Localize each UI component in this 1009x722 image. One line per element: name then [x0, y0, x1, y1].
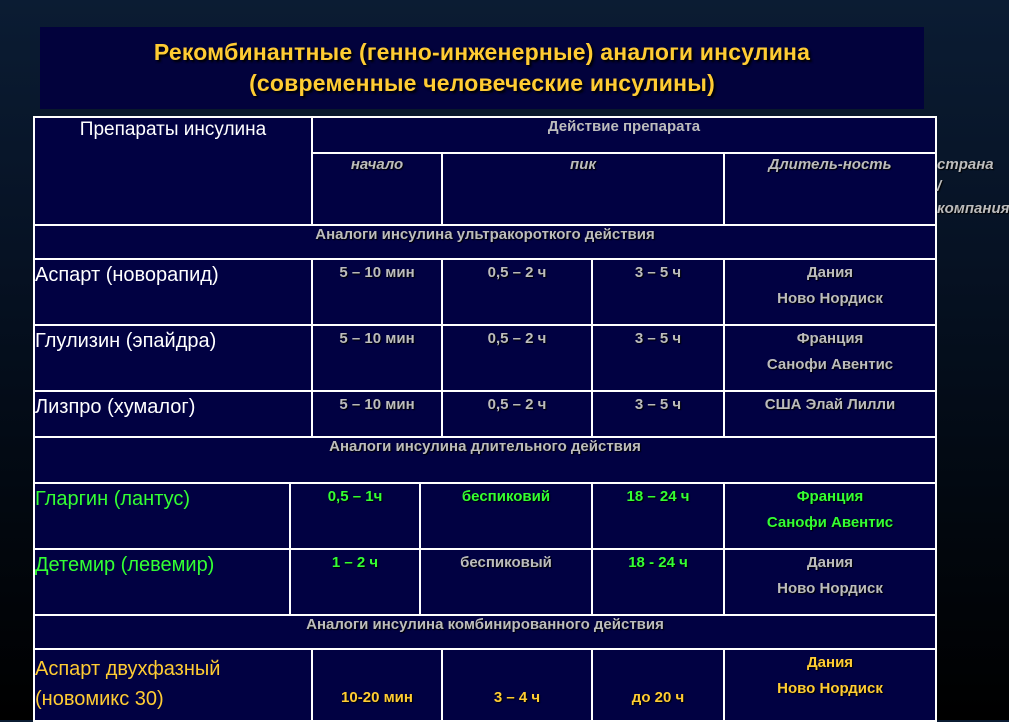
- company: Санофи Авентис: [766, 514, 894, 531]
- company: Санофи Авентис: [766, 356, 894, 373]
- drug-name: Детемир (левемир): [34, 549, 290, 615]
- table-row: [34, 391, 936, 437]
- country-company: [724, 483, 936, 549]
- country: Франция: [796, 488, 864, 505]
- slide-title: [40, 27, 924, 109]
- table-row: [34, 325, 936, 391]
- peak-value: 0,5 – 2 ч: [442, 259, 592, 325]
- section-combined-title: Аналоги инсулина комбинированного действия: [34, 615, 936, 649]
- section-row: [34, 437, 936, 483]
- section-long-title: Аналоги инсулина длительного действия: [34, 437, 936, 483]
- country: Дания: [806, 554, 854, 571]
- onset-value: 5 – 10 мин: [312, 259, 442, 325]
- table-row: [34, 259, 936, 325]
- drug-name: Аспарт (новорапид): [34, 259, 312, 325]
- company: Ново Нордиск: [777, 680, 883, 697]
- country-company: США Элай Лилли: [724, 391, 936, 437]
- duration-value: 18 - 24 ч: [592, 549, 724, 615]
- drug-name: Лизпро (хумалог): [34, 391, 312, 437]
- company: Ново Нордиск: [777, 290, 883, 307]
- section-ultrashort-title: Аналоги инсулина ультракороткого действия: [34, 225, 936, 259]
- drug-name-line-2: (новомикс 30): [35, 688, 164, 710]
- duration-value: 18 – 24 ч: [592, 483, 724, 549]
- duration-value: 3 – 5 ч: [592, 391, 724, 437]
- table-row: [34, 483, 936, 549]
- header-duration: Длитель-ность: [724, 153, 936, 225]
- header-drugs: Препараты инсулина: [34, 117, 312, 225]
- subheader-row: начало пик Длитель-ность страна /компания: [34, 153, 936, 225]
- drug-name-line-1: Аспарт двухфазный: [35, 658, 221, 680]
- onset-value: 1 – 2 ч: [290, 549, 420, 615]
- title-line-1: Рекомбинантные (генно-инженерные) аналоги инсулина: [153, 39, 811, 65]
- peak-value: беспиковий: [420, 483, 592, 549]
- drug-name: [34, 649, 312, 721]
- onset-value: 5 – 10 мин: [312, 325, 442, 391]
- drug-name: Гларгин (лантус): [34, 483, 290, 549]
- table-row: [34, 649, 936, 721]
- duration-value: до 20 ч: [592, 649, 724, 721]
- section-row: [34, 615, 936, 649]
- header-peak: пик: [442, 153, 724, 225]
- country-company: [724, 259, 936, 325]
- table-row: [34, 549, 936, 615]
- duration-value: 3 – 5 ч: [592, 325, 724, 391]
- country: Франция: [796, 330, 864, 347]
- country: Дания: [806, 654, 854, 671]
- peak-value: 3 – 4 ч: [442, 649, 592, 721]
- peak-value: 0,5 – 2 ч: [442, 391, 592, 437]
- section-row: [34, 225, 936, 259]
- insulin-table: [33, 116, 1009, 722]
- country-company: [724, 649, 936, 721]
- country: Дания: [806, 264, 854, 281]
- country-company: [724, 549, 936, 615]
- header-action: Действие препарата: [312, 117, 936, 153]
- drug-name: Глулизин (эпайдра): [34, 325, 312, 391]
- duration-value: 3 – 5 ч: [592, 259, 724, 325]
- company: Ново Нордиск: [777, 580, 883, 597]
- header-row: [34, 117, 936, 153]
- peak-value: 0,5 – 2 ч: [442, 325, 592, 391]
- onset-value: 10-20 мин: [312, 649, 442, 721]
- onset-value: 5 – 10 мин: [312, 391, 442, 437]
- onset-value: 0,5 – 1ч: [290, 483, 420, 549]
- header-onset: начало: [312, 153, 442, 225]
- country-company: [724, 325, 936, 391]
- title-line-2: (современные человеческие инсулины): [249, 70, 715, 96]
- peak-value: беспиковый: [420, 549, 592, 615]
